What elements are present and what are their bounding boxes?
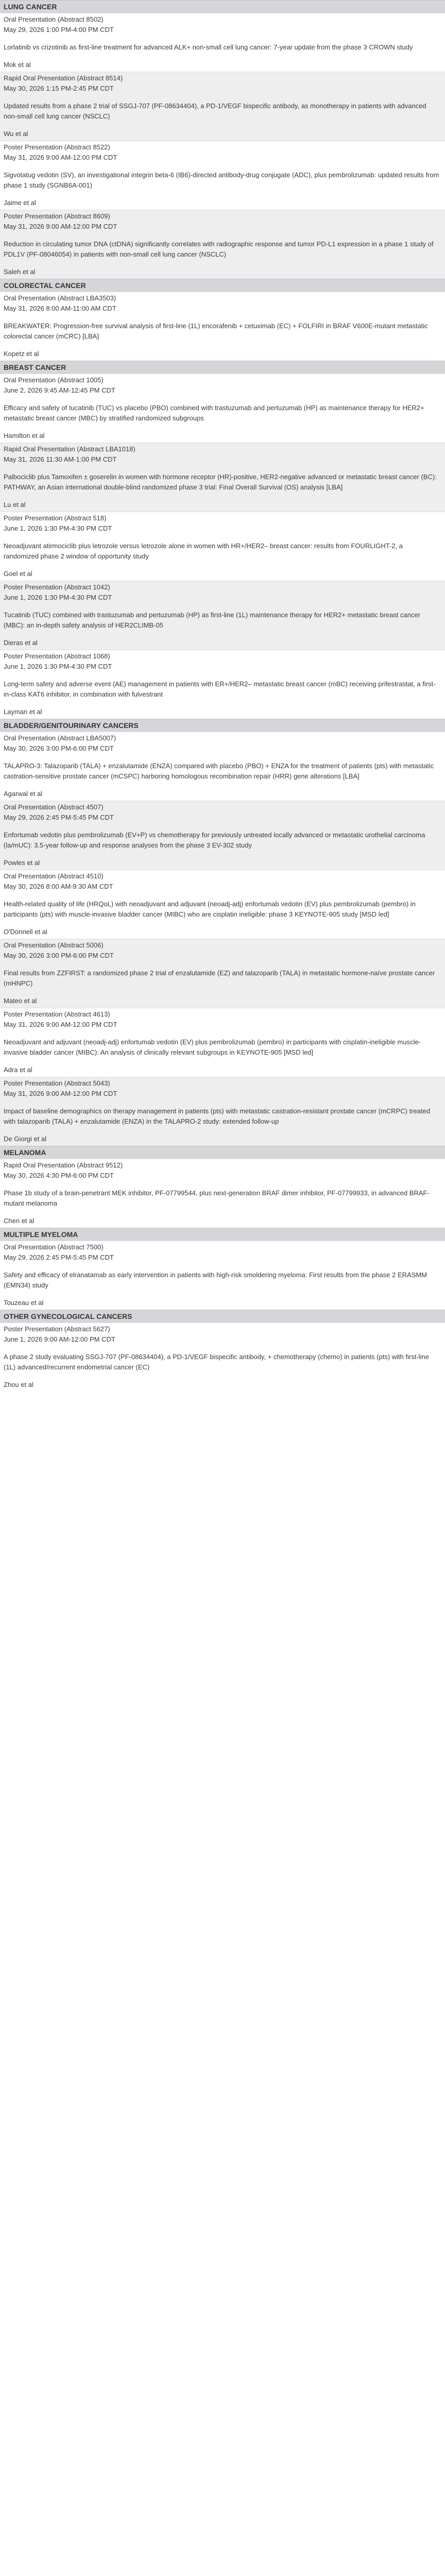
abstract-author: Dieras et al [4, 639, 38, 647]
abstract-author: Kopetz et al [4, 350, 39, 358]
presentation-type: Oral Presentation (Abstract 4510) [4, 872, 104, 880]
section-header: MULTIPLE MYELOMA [0, 1228, 445, 1241]
presentation-type: Poster Presentation (Abstract 4613) [4, 1010, 110, 1018]
presentation-date: June 1, 2026 9:00 AM-12:00 PM CDT [4, 1335, 115, 1343]
presentation-date: May 29, 2026 2:45 PM-5:45 PM CDT [4, 814, 114, 821]
abstract-title: Reduction in circulating tumor DNA (ctDNA) significantly correlates with radiographic response and tumor PD-L1 expression in a phase 1 study of PDL1V (PF-08046054) in patients with non-small cell lung cancer (NSCLC) [4, 240, 434, 258]
presentation-date: May 30, 2026 3:00 PM-6:00 PM CDT [4, 952, 114, 959]
abstract-entry [0, 801, 445, 870]
presentation-date: May 31, 2026 9:00 AM-12:00 PM CDT [4, 1021, 117, 1028]
abstract-author: Chen et al [4, 1217, 35, 1225]
abstract-title: Lorlatinib vs crizotinib as first-line treatment for advanced ALK+ non-small cell lung cancer: 7-year update from the phase 3 CROWN study [4, 43, 413, 51]
section-header: LUNG CANCER [0, 0, 445, 13]
abstract-author: Zhou et al [4, 1381, 33, 1388]
abstract-author: O'Donnell et al [4, 928, 47, 936]
abstract-author: De Giorgi et al [4, 1135, 47, 1143]
abstract-title: Neoadjuvant and adjuvant (neoadj-adj) enfortumab vedotin (EV) plus pembrolizumab (pembro) in participants with cisplatin-ineligible muscle-invasive bladder cancer (MIBC): An analysis of clinically relevant subgroups in KEYNOTE-905 [MSD led] [4, 1038, 421, 1056]
abstract-author: Lu et al [4, 501, 26, 509]
presentation-type: Oral Presentation (Abstract 8502) [4, 15, 104, 23]
presentation-date: May 30, 2026 4:30 PM-6:00 PM CDT [4, 1172, 114, 1179]
presentation-type: Rapid Oral Presentation (Abstract 9512) [4, 1161, 123, 1169]
abstract-entry [0, 1241, 445, 1310]
presentation-type: Poster Presentation (Abstract 1042) [4, 583, 110, 591]
section-header: BLADDER/GENITOURINARY CANCERS [0, 719, 445, 732]
presentation-type: Poster Presentation (Abstract 5043) [4, 1079, 110, 1087]
section-header: COLORECTAL CANCER [0, 279, 445, 292]
presentation-type: Poster Presentation (Abstract 5627) [4, 1325, 110, 1333]
presentation-date: June 1, 2026 1:30 PM-4:30 PM CDT [4, 663, 112, 670]
abstract-entry [0, 1159, 445, 1228]
presentation-date: May 29, 2026 1:00 PM-4:00 PM CDT [4, 26, 114, 33]
presentation-type: Poster Presentation (Abstract 518) [4, 514, 107, 522]
presentation-type: Oral Presentation (Abstract 4507) [4, 803, 104, 811]
presentation-type: Oral Presentation (Abstract LBA3503) [4, 294, 116, 302]
abstract-entry [0, 13, 445, 72]
abstract-author: Saleh et al [4, 268, 36, 276]
abstract-title: Final results from ZZFIRST: a randomized phase 2 trial of enzalutamide (EZ) and talazoparib (TALA) in metastatic hormone-naïve prostate cancer (mHNPC) [4, 969, 435, 987]
abstract-author: Wu et al [4, 130, 28, 138]
abstract-title: Sigvotatug vedotin (SV), an investigational integrin beta-6 (IB6)-directed antibody-drug conjugate (ADC), plus pembrolizumab: updated results from phase 1 study (SGNB6A-001) [4, 171, 439, 189]
abstract-title: Efficacy and safety of tucatinib (TUC) vs placebo (PBO) combined with trastuzumab and pertuzumab (HP) as maintenance therapy for HER2+ metastatic breast cancer (MBC) by stratified randomized subgroups [4, 404, 424, 422]
presentation-date: May 30, 2026 3:00 PM-6:00 PM CDT [4, 744, 114, 752]
abstract-author: Jaime et al [4, 199, 36, 207]
abstract-entry [0, 1077, 445, 1146]
abstract-title: Phase 1b study of a brain-penetrant MEK inhibitor, PF-07799544, plus next-generation BRAF dimer inhibitor, PF-07799933, in advanced BRAF-mutant melanoma [4, 1189, 430, 1207]
presentation-date: June 1, 2026 1:30 PM-4:30 PM CDT [4, 594, 112, 601]
presentation-date: May 30, 2026 1:15 PM-2:45 PM CDT [4, 84, 114, 92]
presentation-date: June 2, 2026 9:45 AM-12:45 PM CDT [4, 386, 115, 394]
abstract-entry [0, 1008, 445, 1077]
abstract-title: Long-term safety and adverse event (AE) management in patients with ER+/HER2– metastatic breast cancer (mBC) receiving prifestrastat, a first-in-class KAT6 inhibitor, in combination with fulvestrant [4, 680, 436, 698]
section-header: OTHER GYNECOLOGICAL CANCERS [0, 1310, 445, 1323]
abstract-author: Layman et al [4, 708, 42, 716]
presentation-date: May 31, 2026 11:30 AM-1:00 PM CDT [4, 455, 117, 463]
abstract-author: Mok et al [4, 61, 31, 69]
abstract-entry [0, 72, 445, 141]
abstract-title: Tucatinib (TUC) combined with trastuzumab and pertuzumab (HP) as first-line (1L) maintenance therapy for HER2+ metastatic breast cancer (MBC): an in-depth safety analysis of HER2CLIMB-05 [4, 611, 421, 629]
presentation-date: May 30, 2026 8:00 AM-9:30 AM CDT [4, 883, 113, 890]
abstract-title: Enfortumab vedotin plus pembrolizumab (EV+P) vs chemotherapy for previously untreated locally advanced or metastatic urothelial carcinoma (la/mUC): 3.5-year follow-up and response analyses from the phase 3 EV-302 study [4, 831, 425, 849]
presentation-type: Oral Presentation (Abstract LBA5007) [4, 734, 116, 742]
abstract-entry [0, 650, 445, 719]
abstract-entry [0, 443, 445, 512]
section-header: MELANOMA [0, 1146, 445, 1159]
presentation-type: Rapid Oral Presentation (Abstract 8514) [4, 74, 123, 82]
abstract-title: BREAKWATER: Progression-free survival analysis of first-line (1L) encorafenib + cetuximab (EC) + FOLFIRI in BRAF V600E-mutant metastatic colorectal cancer (mCRC) [LBA] [4, 322, 428, 340]
presentation-type: Poster Presentation (Abstract 1068) [4, 652, 110, 660]
presentation-type: Poster Presentation (Abstract 8609) [4, 212, 110, 220]
abstract-entry [0, 141, 445, 210]
presentation-date: May 31, 2026 9:00 AM-12:00 PM CDT [4, 223, 117, 230]
abstract-author: Hamilton et al [4, 432, 45, 439]
presentation-type: Oral Presentation (Abstract 1005) [4, 376, 104, 384]
section-header: BREAST CANCER [0, 361, 445, 374]
abstract-author: Adra et al [4, 1066, 32, 1074]
abstract-author: Goel et al [4, 570, 32, 578]
abstract-title: Impact of baseline demographics on therapy management in patients (pts) with metastatic castration-resistant prostate cancer (mCRPC) treated with talazoparib (TALA) + enzalutamide (ENZA) in the TALAPRO-2 study: extended follow-up [4, 1107, 431, 1125]
abstract-title: TALAPRO-3: Talazoparib (TALA) + enzalutamide (ENZA) compared with placebo (PBO) + ENZA for the treatment of patients (pts) with metastatic castration-sensitive prostate cancer (mCSPC) harboring homologous recombination repair (HRR) gene alterations [LBA] [4, 762, 434, 780]
presentation-type: Poster Presentation (Abstract 8522) [4, 143, 110, 151]
abstract-entry [0, 1323, 445, 1392]
presentation-date: June 1, 2026 1:30 PM-4:30 PM CDT [4, 524, 112, 532]
presentation-type: Oral Presentation (Abstract 5006) [4, 941, 104, 949]
presentation-type: Rapid Oral Presentation (Abstract LBA1018) [4, 445, 135, 453]
abstract-title: Palbociclib plus Tamoxifen ± goserelin in women with hormone receptor (HR)-positive, HER2-negative advanced or metastatic breast cancer (BC): PATHWAY, an Asian international double-blind randomized phase 3 trial: Final Overall Survival (OS) analysis [LBA] [4, 473, 437, 491]
presentation-date: May 31, 2026 9:00 AM-12:00 PM CDT [4, 154, 117, 161]
abstract-entry [0, 210, 445, 279]
abstract-title: Neoadjuvant atirmociclib plus letrozole versus letrozole alone in women with HR+/HER2– breast cancer: results from FOURLIGHT-2, a randomized phase 2 window of opportunity study [4, 542, 403, 560]
abstract-entry [0, 732, 445, 801]
abstract-author: Powles et al [4, 859, 40, 867]
abstract-entry [0, 939, 445, 1008]
abstract-author: Touzeau et al [4, 1299, 44, 1307]
abstract-entry [0, 374, 445, 443]
presentation-date: May 31, 2026 8:00 AM-11:00 AM CDT [4, 304, 116, 312]
abstract-entry [0, 870, 445, 939]
abstract-title: A phase 2 study evaluating SSGJ-707 (PF-08634404), a PD-1/VEGF bispecific antibody, + chemotherapy (chemo) in patients (pts) with first-line (1L) advanced/recurrent endometrial cancer (EC) [4, 1353, 430, 1371]
abstract-author: Agarwal et al [4, 790, 43, 798]
abstract-title: Updated results from a phase 2 trial of SSGJ-707 (PF-08634404), a PD-1/VEGF bispecific antibody, as monotherapy in patients with advanced non-small cell lung cancer (NSCLC) [4, 102, 426, 120]
abstract-title: Safety and efficacy of elranatamab as early intervention in patients with high-risk smoldering myeloma: First results from the phase 2 ERASMM (EMN34) study [4, 1271, 427, 1289]
abstract-entry [0, 512, 445, 581]
abstract-entry [0, 292, 445, 361]
abstract-title: Health-related quality of life (HRQoL) with neoadjuvant and adjuvant (neoadj-adj) enfortumab vedotin (EV) plus pembrolizumab (pembro) in participants (pts) with muscle-invasive bladder cancer (MIBC) who are cisplatin ineligible: phase 3 KEYNOTE-905 study [MSD led] [4, 900, 416, 918]
presentation-date: May 31, 2026 9:00 AM-12:00 PM CDT [4, 1090, 117, 1097]
abstract-author: Mateo et al [4, 997, 37, 1005]
abstract-entry [0, 581, 445, 650]
presentation-type: Oral Presentation (Abstract 7500) [4, 1243, 104, 1251]
presentation-date: May 29, 2026 2:45 PM-5:45 PM CDT [4, 1253, 114, 1261]
